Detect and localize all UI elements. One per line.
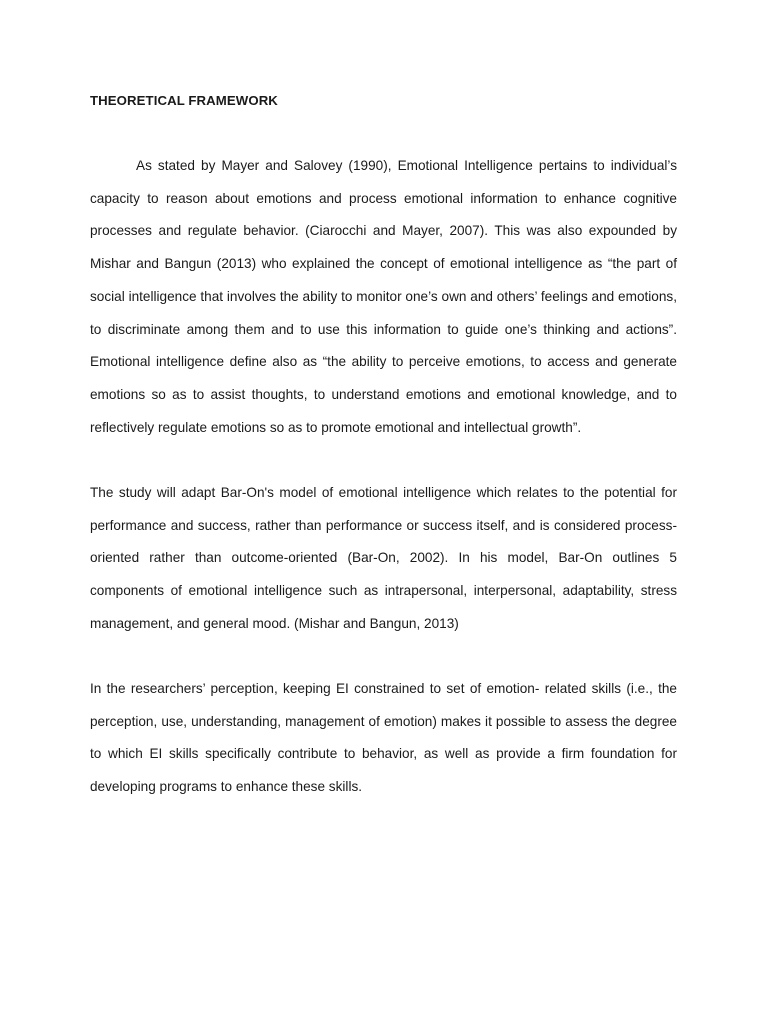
section-heading: THEORETICAL FRAMEWORK [90,93,278,108]
paragraph-bar-on-model: The study will adapt Bar-On's model of emotional intelligence which relates to the potential for performance and success, rather than performance or success itself, and is considered process-oriented rather than outcome-oriented (Bar-On, 2002). In his model, Bar-On outlines 5 components of emotional intelligence such as intrapersonal, interpersonal, adaptability, stress management, and general mood. (Mishar and Bangun, 2013) [90,485,677,631]
paragraph-emotional-intelligence-definition: As stated by Mayer and Salovey (1990), Emotional Intelligence pertains to individual’s capacity to reason about emotions and process emotional information to enhance cognitive processes and regulate behavior. (Ciarocchi and Mayer, 2007). This was also expounded by Mishar and Bangun (2013) who explained the concept of emotional intelligence as “the part of social intelligence that involves the ability to monitor one’s own and others’ feelings and emotions, to discriminate among them and to use this information to guide one’s thinking and actions”. Emotional intelligence define also as “the ability to perceive emotions, to access and generate emotions so as to assist thoughts, to understand emotions and emotional knowledge, and to reflectively regulate emotions so as to promote emotional and intellectual growth”. [90,158,677,435]
paragraph-researchers-perception: In the researchers’ perception, keeping EI constrained to set of emotion- related skills (i.e., the perception, use, understanding, management of emotion) makes it possible to assess the degree to which EI skills specifically contribute to behavior, as well as provide a firm foundation for developing programs to enhance these skills. [90,681,677,795]
